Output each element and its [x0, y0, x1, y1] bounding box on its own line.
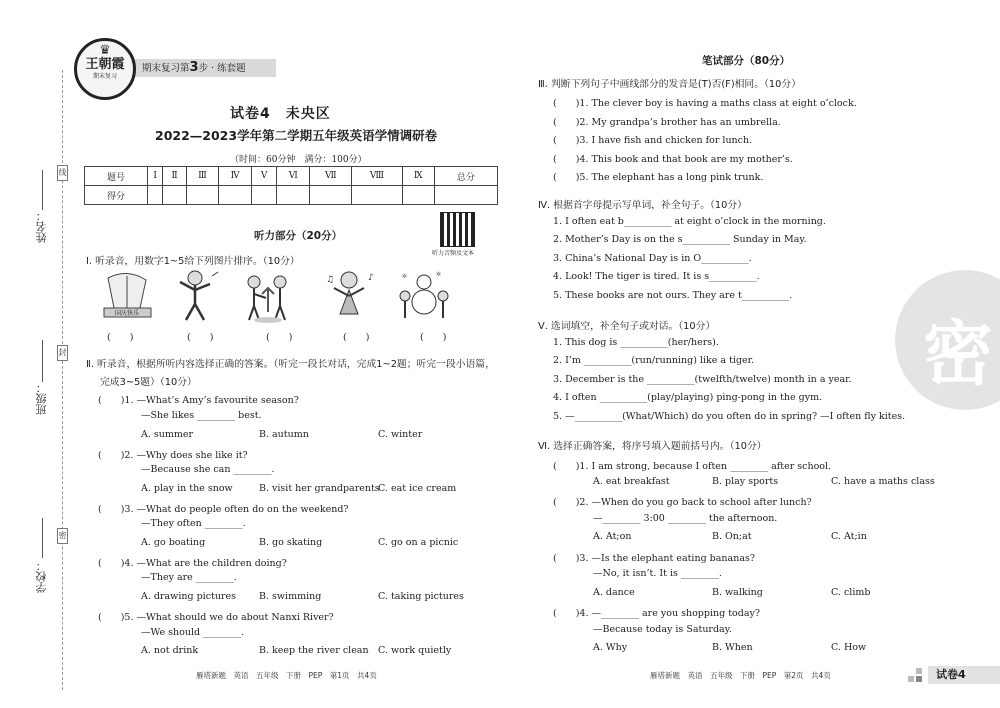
option[interactable]: A. drawing pictures [141, 591, 236, 602]
qr-code-icon [440, 212, 475, 247]
q2-heading-cont: 完成3~5题）（10分） [100, 377, 197, 388]
option[interactable]: C. How [831, 642, 867, 653]
score-cell: 得分 [85, 186, 148, 205]
listening-q4-answer: —They are ________. [141, 572, 237, 583]
option[interactable]: C. work quietly [378, 645, 452, 656]
q6-item-answer: —No, it isn’t. It is ________. [593, 568, 722, 579]
paper-tag: 试卷4 [928, 666, 1000, 684]
option[interactable]: C. climb [831, 587, 871, 598]
cut-mark: 线 [57, 165, 68, 181]
option[interactable]: A. Why [593, 642, 628, 653]
svg-text:♫: ♫ [326, 275, 335, 285]
q6-item-answer: —________ 3:00 ________ the afternoon. [593, 513, 778, 524]
listening-q5: ( )5. —What should we do about Nanxi River? [98, 612, 334, 623]
score-input-cell[interactable] [219, 186, 252, 205]
listening-q1: ( )1. —What’s Amy’s favourite season? [98, 395, 299, 406]
score-cell: 总分 [434, 167, 497, 186]
q6-item: ( )4. —________ are you shopping today? [553, 608, 760, 619]
q4-item: 3. China’s National Day is in O__________. [553, 253, 752, 264]
footer-page-2: 雁塔新题 英语 五年级 下册 PEP 第2页 共4页 [650, 671, 831, 680]
child-playing-icon [168, 268, 223, 326]
picture-answer-3[interactable]: ( ) [266, 332, 293, 343]
option[interactable]: A. summer [141, 429, 194, 440]
logo-sub: 期末复习 [92, 73, 117, 80]
school-line [42, 518, 43, 558]
score-input-cell[interactable] [252, 186, 277, 205]
listening-q5-answer: —We should ________. [141, 627, 245, 638]
score-cell: Ⅱ [163, 167, 187, 186]
q3-item: ( )4. This book and that book are my mother’s. [553, 154, 793, 165]
crown-icon: ♛ [99, 43, 111, 58]
listening-q1-answer: —She likes ________ best. [141, 410, 262, 421]
score-cell: Ⅷ [352, 167, 402, 186]
score-table-header-row [85, 167, 498, 186]
option[interactable]: A. At;on [593, 531, 632, 542]
option[interactable]: B. autumn [259, 429, 309, 440]
score-cell: Ⅸ [402, 167, 434, 186]
picture-answer-5[interactable]: ( ) [420, 332, 447, 343]
planting-trees-icon [240, 268, 295, 326]
girl-singing-icon [322, 268, 377, 326]
q3-item: ( )5. The elephant has a long pink trunk. [553, 172, 764, 183]
q3-item: ( )1. The clever boy is having a maths class at eight o’clock. [553, 98, 857, 109]
listening-section-title: 听力部分（20分） [254, 230, 343, 242]
q6-heading: Ⅵ. 选择正确答案，将序号填入题前括号内。（10分） [538, 441, 767, 452]
option[interactable]: A. eat breakfast [593, 476, 670, 487]
q5-item: 3. December is the __________(twelfth/twelve) month in a year. [553, 374, 852, 385]
option[interactable]: B. When [712, 642, 753, 653]
score-input-cell[interactable] [402, 186, 434, 205]
binding-dashed-line [62, 70, 63, 690]
q2-heading: Ⅱ. 听录音，根据所听内容选择正确的答案。（听完一段长对话，完成1~2题；听完一段小语篇， [86, 359, 495, 370]
option[interactable]: C. have a maths class [831, 476, 935, 487]
q6-item-answer: —Because today is Saturday. [593, 624, 732, 635]
option[interactable]: B. visit her grandparents [259, 483, 380, 494]
banner-text-pre: 期末复习第 [142, 63, 190, 74]
option[interactable]: B. keep the river clean [259, 645, 369, 656]
option[interactable]: A. play in the snow [141, 483, 233, 494]
q4-item: 2. Mother’s Day is on the s__________ Sunday in May. [553, 234, 807, 245]
name-line [42, 170, 43, 210]
score-input-cell[interactable] [434, 186, 497, 205]
score-cell: Ⅰ [148, 167, 163, 186]
score-table [84, 166, 498, 205]
score-input-cell[interactable] [352, 186, 402, 205]
paper-title: 试卷4 未央区 [230, 106, 331, 122]
logo-name: 王朝霞 [85, 57, 125, 72]
q5-item: 5. —__________(What/Which) do you often do in spring? —I often fly kites. [553, 411, 906, 422]
score-cell: Ⅴ [252, 167, 277, 186]
svg-text:✲: ✲ [402, 273, 408, 280]
q6-item: ( )2. —When do you go back to school after lunch? [553, 497, 812, 508]
name-label: 姓名： [35, 210, 48, 243]
school-label: 学校： [35, 560, 48, 593]
banner-step-number: 3 [189, 60, 199, 75]
picture-answer-1[interactable]: ( ) [107, 332, 134, 343]
score-input-cell[interactable] [277, 186, 310, 205]
option[interactable]: C. go on a picnic [378, 537, 459, 548]
q4-heading: Ⅳ. 根据首字母提示写单词，补全句子。（10分） [538, 200, 747, 211]
cut-mark: 密 [57, 528, 68, 544]
score-cell: Ⅲ [186, 167, 218, 186]
snowman-icon [396, 268, 451, 326]
q5-heading: Ⅴ. 选词填空，补全句子或对话。（10分） [538, 321, 716, 332]
decorative-squares-icon [908, 668, 922, 682]
option[interactable]: B. play sports [712, 476, 779, 487]
option[interactable]: B. swimming [259, 591, 322, 602]
option[interactable]: C. At;in [831, 531, 867, 542]
series-banner [128, 59, 276, 77]
option[interactable]: B. go skating [259, 537, 323, 548]
picture-caption: 国庆快乐 [114, 310, 140, 317]
paper-subtitle: 2022—2023学年第二学期五年级英语学情调研卷 [155, 128, 438, 143]
holiday-picture-icon [100, 268, 155, 326]
score-table-score-row [85, 186, 498, 205]
picture-answer-2[interactable]: ( ) [187, 332, 214, 343]
q5-item: 4. I often __________(play/playing) ping-pong in the gym. [553, 392, 823, 403]
picture-answer-4[interactable]: ( ) [343, 332, 370, 343]
q4-item: 4. Look! The tiger is tired. It is s__________. [553, 271, 760, 282]
listening-q2: ( )2. —Why does she like it? [98, 450, 248, 461]
brand-logo [74, 38, 136, 100]
score-cell: 题号 [85, 167, 148, 186]
cut-mark: 封 [57, 345, 68, 361]
q5-item: 1. This dog is __________(her/hers). [553, 337, 719, 348]
svg-text:✲: ✲ [436, 271, 442, 278]
option[interactable]: B. On;at [712, 531, 752, 542]
listening-q2-answer: —Because she can ________. [141, 464, 275, 475]
q4-item: 5. These books are not ours. They are t__________. [553, 290, 793, 301]
q6-item: ( )1. I am strong, because I often ________ after school. [553, 461, 832, 472]
footer-page-1: 雁塔新题 英语 五年级 下册 PEP 第1页 共4页 [196, 671, 377, 680]
class-line [42, 340, 43, 382]
q6-item: ( )3. —Is the elephant eating bananas? [553, 553, 755, 564]
q3-heading: Ⅲ. 判断下列句子中画线部分的发音是(T)否(F)相同。（10分） [538, 79, 801, 90]
option[interactable]: C. taking pictures [378, 591, 464, 602]
score-input-cell[interactable] [163, 186, 187, 205]
option[interactable]: A. go boating [141, 537, 206, 548]
q5-item: 2. I’m __________(run/running) like a tiger. [553, 355, 755, 366]
q4-item: 1. I often eat b__________ at eight o’clock in the morning. [553, 216, 826, 227]
seal-watermark [895, 270, 1000, 410]
class-label: 班级： [35, 382, 48, 415]
banner-text-post: 步 · 练套题 [198, 63, 246, 74]
svg-text:♪: ♪ [368, 273, 374, 283]
score-input-cell[interactable] [148, 186, 163, 205]
score-input-cell[interactable] [186, 186, 218, 205]
score-input-cell[interactable] [310, 186, 352, 205]
option[interactable]: A. not drink [141, 645, 199, 656]
option[interactable]: C. eat ice cream [378, 483, 457, 494]
score-cell: Ⅳ [219, 167, 252, 186]
listening-q3-answer: —They often ________. [141, 518, 246, 529]
time-info: （时间：60分钟 满分：100分） [230, 155, 367, 165]
score-cell: Ⅵ [277, 167, 310, 186]
listening-q4: ( )4. —What are the children doing? [98, 558, 287, 569]
q3-item: ( )3. I have fish and chicken for lunch. [553, 135, 753, 146]
watermark-glyph: 密 [923, 313, 993, 395]
option[interactable]: A. dance [593, 587, 635, 598]
q3-item: ( )2. My grandpa’s brother has an umbrella. [553, 117, 781, 128]
option[interactable]: C. winter [378, 429, 423, 440]
qr-caption: 听力音频及文本 [432, 250, 475, 257]
option[interactable]: B. walking [712, 587, 763, 598]
listening-q3: ( )3. —What do people often do on the weekend? [98, 504, 349, 515]
written-section-title: 笔试部分（80分） [702, 55, 791, 67]
q1-heading: Ⅰ. 听录音，用数字1~5给下列图片排序。（10分） [86, 256, 300, 267]
score-cell: Ⅶ [310, 167, 352, 186]
